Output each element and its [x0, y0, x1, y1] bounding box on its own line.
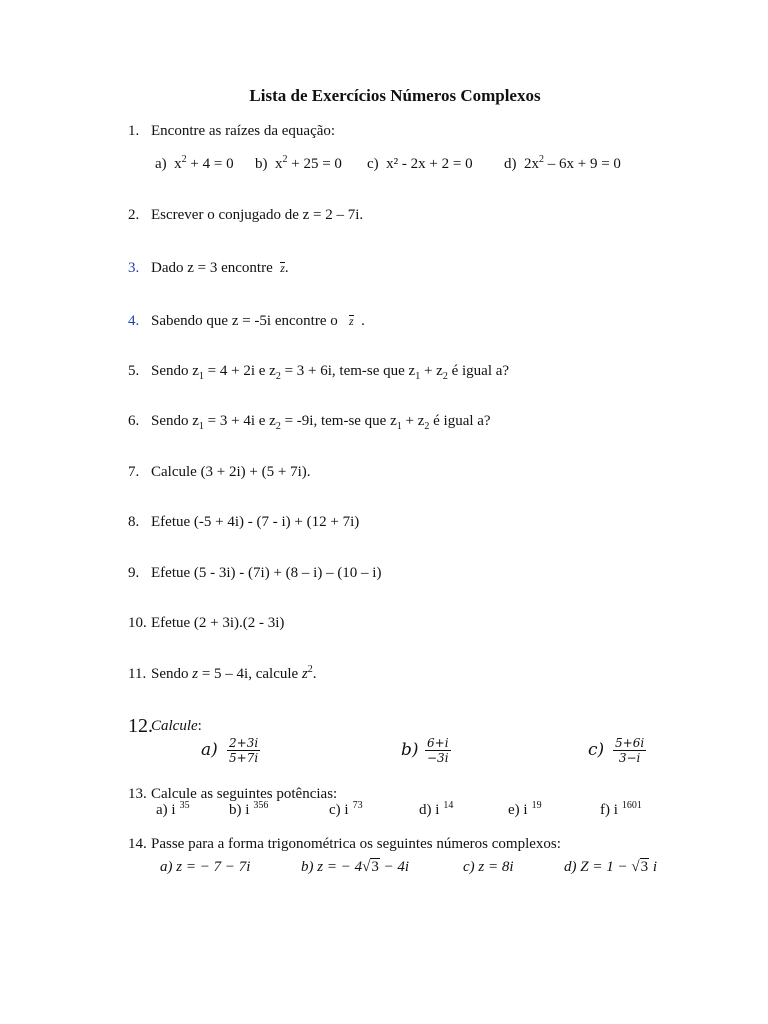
expr: − 4i: [379, 859, 410, 875]
question-6-text: [151, 413, 491, 430]
text: = 5 – 4i, calcule: [198, 666, 302, 682]
question-number: 8.: [128, 514, 140, 530]
question-number: 3.: [128, 260, 140, 276]
expr: b) z = − 4: [301, 859, 363, 875]
q12-item-b-label: b): [401, 740, 419, 760]
question-number: 13.: [128, 786, 147, 802]
question-1: [128, 123, 139, 140]
question-number: 7.: [128, 464, 140, 480]
expr: x: [275, 156, 283, 172]
q12-fraction-a: [227, 736, 260, 765]
denominator: 5+7i: [229, 751, 259, 765]
q1-item-d: [504, 156, 621, 173]
question-4-text: [151, 313, 365, 330]
denominator: 3−i: [618, 751, 641, 765]
question-number: 1.: [128, 123, 140, 139]
subscript: 2: [275, 421, 281, 432]
item-label: d) i: [419, 802, 440, 818]
numerator: 5+6i: [615, 736, 645, 750]
item-label: e) i: [508, 802, 528, 818]
exponent: 1601: [621, 800, 642, 811]
question-3-text: [151, 260, 289, 277]
text: + z: [401, 413, 425, 429]
item-label: a) i: [156, 802, 176, 818]
question-number: 4.: [128, 313, 140, 329]
item-label: c): [367, 156, 379, 172]
question-number: 5.: [128, 363, 140, 379]
item-label: d): [504, 156, 517, 172]
expr: + 4 = 0: [186, 156, 234, 172]
exponent: 35: [179, 800, 190, 811]
q1-item-a: [155, 156, 234, 173]
question-9-text: Efetue (5 - 3i) - (7i) + (8 – i) – (10 – i): [151, 565, 382, 581]
subscript: 2: [275, 371, 281, 382]
numerator: 2+3i: [229, 736, 259, 750]
q12-item-a-label: a): [201, 740, 218, 760]
expr: 2x: [524, 156, 539, 172]
expr: d) Z = 1 −: [564, 859, 632, 875]
question-text: .: [361, 313, 365, 329]
text: Sendo: [151, 666, 193, 682]
expr: x² - 2x + 2 = 0: [386, 156, 473, 172]
sqrt-icon: √: [362, 859, 371, 875]
text: é igual a?: [429, 413, 491, 429]
question-12-label: [151, 718, 202, 735]
text: Sendo z: [151, 413, 199, 429]
exponent: 2: [539, 154, 544, 165]
q14-item-c: c) z = 8i: [463, 859, 514, 875]
question-13-text: Calcule as seguintes potências:: [151, 786, 338, 802]
question-5-text: [151, 363, 509, 380]
denominator: −3i: [427, 751, 449, 765]
expr: x: [174, 156, 182, 172]
exponent: 2: [282, 154, 288, 165]
q1-item-b: [255, 156, 342, 173]
variable: z: [301, 666, 308, 682]
radicand: 3: [371, 859, 379, 875]
subscript: 2: [424, 421, 430, 432]
question-number: 6.: [128, 413, 140, 429]
subscript: 2: [442, 371, 448, 382]
q13-item-f: [600, 802, 642, 819]
question-1-text: Encontre as raízes da equação:: [151, 123, 336, 139]
expr: i: [649, 859, 657, 875]
subscript: 1: [198, 371, 204, 382]
numerator: 6+i: [427, 736, 449, 750]
text: = 3 + 4i e z: [203, 413, 276, 429]
item-label: f) i: [600, 802, 618, 818]
question-2-text: Escrever o conjugado de z = 2 – 7i.: [151, 207, 364, 223]
question-number: 10.: [128, 615, 147, 631]
item-label: b) i: [229, 802, 250, 818]
text: :: [197, 718, 202, 734]
q12-fraction-b: [425, 736, 451, 765]
sqrt-icon: √: [631, 859, 640, 875]
text: = -9i, tem-se que z: [280, 413, 397, 429]
question-8-text: Efetue (-5 + 4i) - (7 - i) + (12 + 7i): [151, 514, 360, 530]
question-number: 2.: [128, 207, 140, 223]
item-label: b): [255, 156, 268, 172]
question-number: 9.: [128, 565, 140, 581]
question-10-text: Efetue (2 + 3i).(2 - 3i): [151, 615, 285, 631]
question-text: Sabendo que z = -5i encontre o: [151, 313, 338, 329]
q14-item-d: [564, 859, 657, 876]
question-11-text: [151, 666, 317, 683]
q14-item-a: a) z = − 7 − 7i: [160, 859, 251, 875]
q12-item-c-label: c): [588, 740, 605, 760]
question-7-text: Calcule (3 + 2i) + (5 + 7i).: [151, 464, 311, 480]
exponent: 19: [531, 800, 542, 811]
subscript: 1: [396, 421, 402, 432]
question-text: .: [284, 260, 289, 276]
subscript: 1: [415, 371, 421, 382]
text: = 4 + 2i e z: [203, 363, 276, 379]
exponent: 2: [307, 664, 313, 675]
q13-item-c: [329, 802, 363, 819]
q14-item-b: [301, 859, 409, 876]
expr: – 6x + 9 = 0: [544, 156, 621, 172]
question-text: Dado z = 3 encontre: [151, 260, 273, 276]
text: = 3 + 6i, tem-se que z: [280, 363, 416, 379]
exponent: 2: [181, 154, 187, 165]
question-number: 12.: [128, 715, 153, 737]
text: Calcule: [151, 718, 198, 734]
question-number: 14.: [128, 836, 147, 852]
page-title: Lista de Exercícios Números Complexos: [249, 86, 541, 105]
conjugate-symbol: z: [280, 261, 285, 275]
q13-item-d: [419, 802, 453, 819]
q12-fraction-c: [613, 736, 646, 765]
subscript: 1: [198, 421, 204, 432]
exponent: 73: [352, 800, 363, 811]
text: .: [312, 666, 317, 682]
question-14-text: Passe para a forma trigonométrica os seguintes números complexos:: [151, 836, 561, 852]
expr: + 25 = 0: [287, 156, 342, 172]
q13-item-b: [229, 802, 268, 819]
exponent: 14: [443, 800, 454, 811]
item-label: a): [155, 156, 167, 172]
q1-item-c: [367, 156, 473, 173]
conjugate-symbol: z: [348, 314, 354, 328]
item-label: c) i: [329, 802, 349, 818]
q13-item-e: [508, 802, 542, 819]
text: + z: [420, 363, 443, 379]
radicand: 3: [640, 859, 649, 875]
text: é igual a?: [447, 363, 510, 379]
exponent: 356: [253, 800, 269, 811]
question-number: 11.: [128, 666, 147, 682]
variable: z: [192, 666, 199, 682]
q13-item-a: [156, 802, 190, 819]
text: Sendo z: [151, 363, 199, 379]
